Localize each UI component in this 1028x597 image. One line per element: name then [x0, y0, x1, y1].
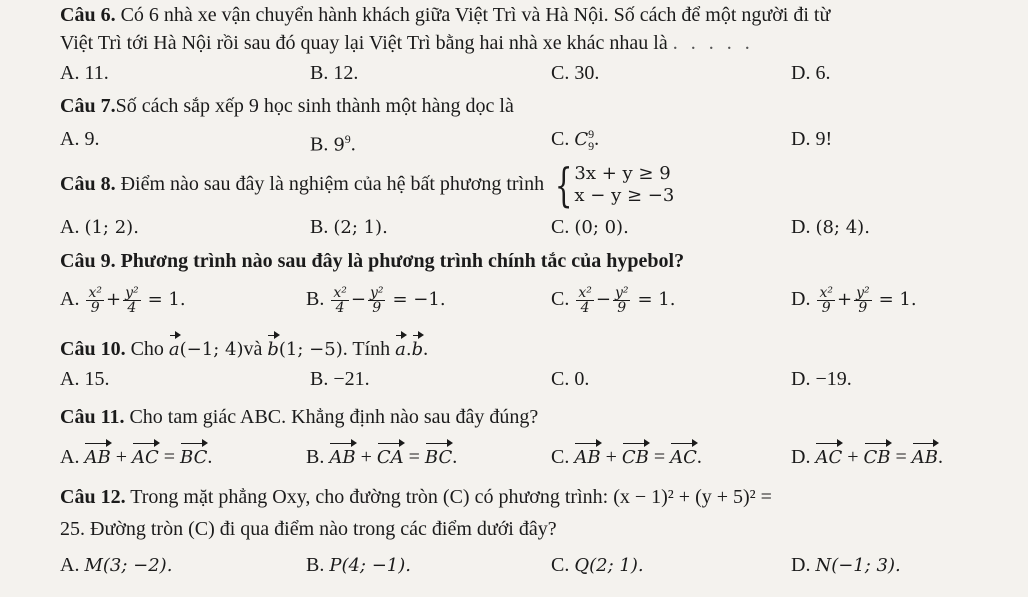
q7-option-c[interactable]: C. C 9 9 . [551, 127, 600, 154]
q6-label: Câu 6. [60, 4, 116, 26]
q8-option-b[interactable]: B. (2; 1). [310, 216, 388, 238]
q9-line [60, 248, 684, 274]
q7-option-c-sub: 9 [588, 139, 595, 154]
q10-option-c[interactable]: C. 0. [551, 368, 590, 390]
q10-label: Câu 10. [60, 338, 126, 360]
q12-option-b[interactable]: B. P(4; −1). [306, 554, 411, 576]
q6-option-b[interactable]: B. 12. [310, 62, 359, 84]
q12-text1: Trong mặt phẳng Oxy, cho đường tròn (C) có phương trình: (x − 1)² + (y + 5)² = [130, 486, 772, 508]
q9-option-a[interactable]: A. $\frac{\text{x²}}{9}$ + $\frac{\text{y²}}{4}$ = 1. [60, 284, 186, 316]
q6-option-a[interactable]: A. 11. [60, 62, 109, 84]
q7-label: Câu 7. [60, 95, 116, 117]
q7-option-b[interactable]: B. $9^9$. [310, 132, 356, 156]
q9-text: Phương trình nào sau đây là phương trình chính tắc của hypebol? [120, 250, 685, 272]
left-brace-icon: { [554, 158, 573, 213]
q8-ineq1: 3x + y ≥ 9 [574, 163, 671, 185]
q9-option-b[interactable]: B. $\frac{\text{x²}}{4}$ − $\frac{\text{y²}}{9}$ = −1. [306, 284, 446, 316]
q7-option-c-base: C [574, 129, 589, 150]
q6-text2: Việt Trì tới Hà Nội rồi sau đó quay lại Việt Trì bằng hai nhà xe khác nhau là [60, 32, 668, 54]
q12-label: Câu 12. [60, 486, 126, 508]
q9-label: Câu 9. [60, 250, 116, 272]
q6-dots: . . . . . [672, 32, 754, 54]
q12-option-d[interactable]: D. N(−1; 3). [791, 554, 901, 576]
q11-line [60, 404, 538, 430]
q6-option-d[interactable]: D. 6. [791, 62, 831, 84]
q7-option-c-letter: C. [551, 128, 575, 150]
q7-option-b-letter: B. [310, 133, 334, 156]
q9-option-d[interactable]: D. $\frac{\text{x²}}{9}$ + $\frac{\text{y²}}{9}$ = 1. [791, 284, 917, 316]
q8-label: Câu 8. [60, 173, 116, 195]
q8-line [60, 158, 675, 213]
q12-option-c[interactable]: C. Q(2; 1). [551, 554, 644, 576]
q11-option-b[interactable]: B. AB + CA = BC. [306, 444, 457, 471]
q11-option-a[interactable]: A. AB + AC = BC. [60, 444, 212, 471]
q6-option-c[interactable]: C. 30. [551, 62, 600, 84]
q8-option-d[interactable]: D. (8; 4). [791, 216, 870, 238]
q11-option-c[interactable]: C. AB + CB = AC. [551, 444, 702, 471]
q10-option-b[interactable]: B. −21. [310, 368, 370, 390]
q12-line2 [60, 516, 557, 542]
q12-option-a[interactable]: A. M(3; −2). [60, 554, 173, 576]
vector-a: a [169, 337, 180, 363]
q7-option-b-base: 9 [333, 134, 345, 156]
q7-option-c-sup: 9 [588, 127, 595, 142]
q6-line1 [60, 2, 830, 28]
q8-text: Điểm nào sau đây là nghiệm của hệ bất phương trình [120, 173, 545, 195]
q8-system [549, 158, 675, 213]
q6-line2 [60, 30, 754, 56]
q12-text2: 25. Đường tròn (C) đi qua điểm nào trong các điểm dưới đây? [60, 518, 557, 540]
q8-option-a[interactable]: A. (1; 2). [60, 216, 139, 238]
q8-option-c[interactable]: C. (0; 0). [551, 216, 629, 238]
q10-option-d[interactable]: D. −19. [791, 368, 852, 390]
vector-b: b [267, 337, 279, 363]
q7-option-d[interactable]: D. 9! [791, 128, 833, 150]
q8-ineq2: x − y ≥ −3 [574, 185, 675, 207]
q11-text: Cho tam giác ABC. Khẳng định nào sau đây đúng? [129, 406, 539, 428]
q7-option-a[interactable]: A. 9. [60, 128, 100, 150]
q11-label: Câu 11. [60, 406, 125, 428]
q12-line1 [60, 484, 772, 510]
q7-line [60, 93, 514, 119]
q11-option-d[interactable]: D. AC + CB = AB. [791, 444, 943, 471]
q6-text1: Có 6 nhà xe vận chuyển hành khách giữa Việt Trì và Hà Nội. Số cách để một người đi từ [120, 4, 831, 26]
q10-line: Câu 10. Cho a(−1; 4)và b(1; −5). Tính a.b. [60, 336, 428, 363]
q9-option-c[interactable]: C. $\frac{\text{x²}}{4}$ − $\frac{\text{y²}}{9}$ = 1. [551, 284, 676, 316]
q7-option-b-exp: 9 [344, 132, 351, 146]
q7-text: Số cách sắp xếp 9 học sinh thành một hàng dọc là [115, 95, 514, 117]
q10-option-a[interactable]: A. 15. [60, 368, 110, 390]
